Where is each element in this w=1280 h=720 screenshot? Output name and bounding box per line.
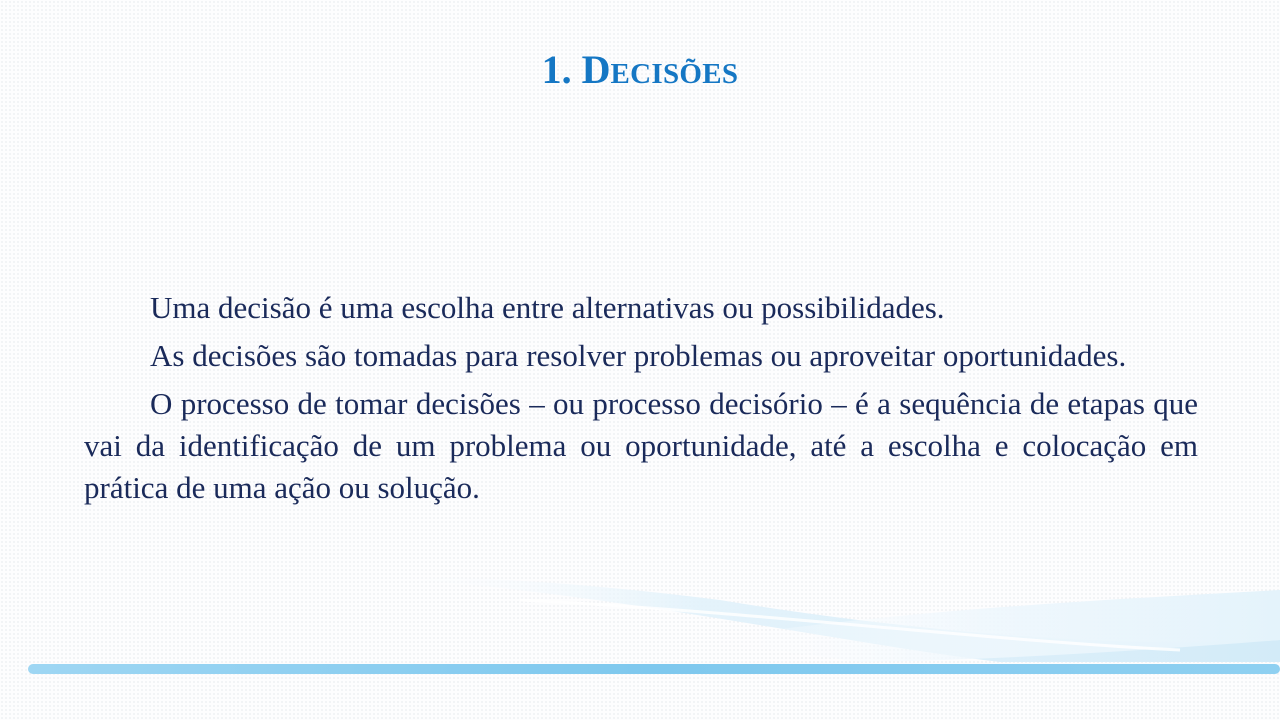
slide-title-lead: 1. D (541, 47, 611, 92)
slide-title-rest: ECISÕES (610, 58, 739, 90)
slide-body (84, 287, 1198, 515)
paragraph-process: O processo de tomar decisões – ou processo decisório – é a sequência de etapas que vai da identificação de um problema ou oportunidade, até a escolha e colocação em prática de uma ação ou solução. (84, 386, 1198, 505)
slide-title (0, 42, 1280, 102)
accent-bar (28, 664, 1280, 674)
paragraph-definition: Uma decisão é uma escolha entre alternativas ou possibilidades. (150, 290, 945, 325)
paragraph-purpose: As decisões são tomadas para resolver problemas ou aproveitar oportunidades. (150, 338, 1127, 373)
